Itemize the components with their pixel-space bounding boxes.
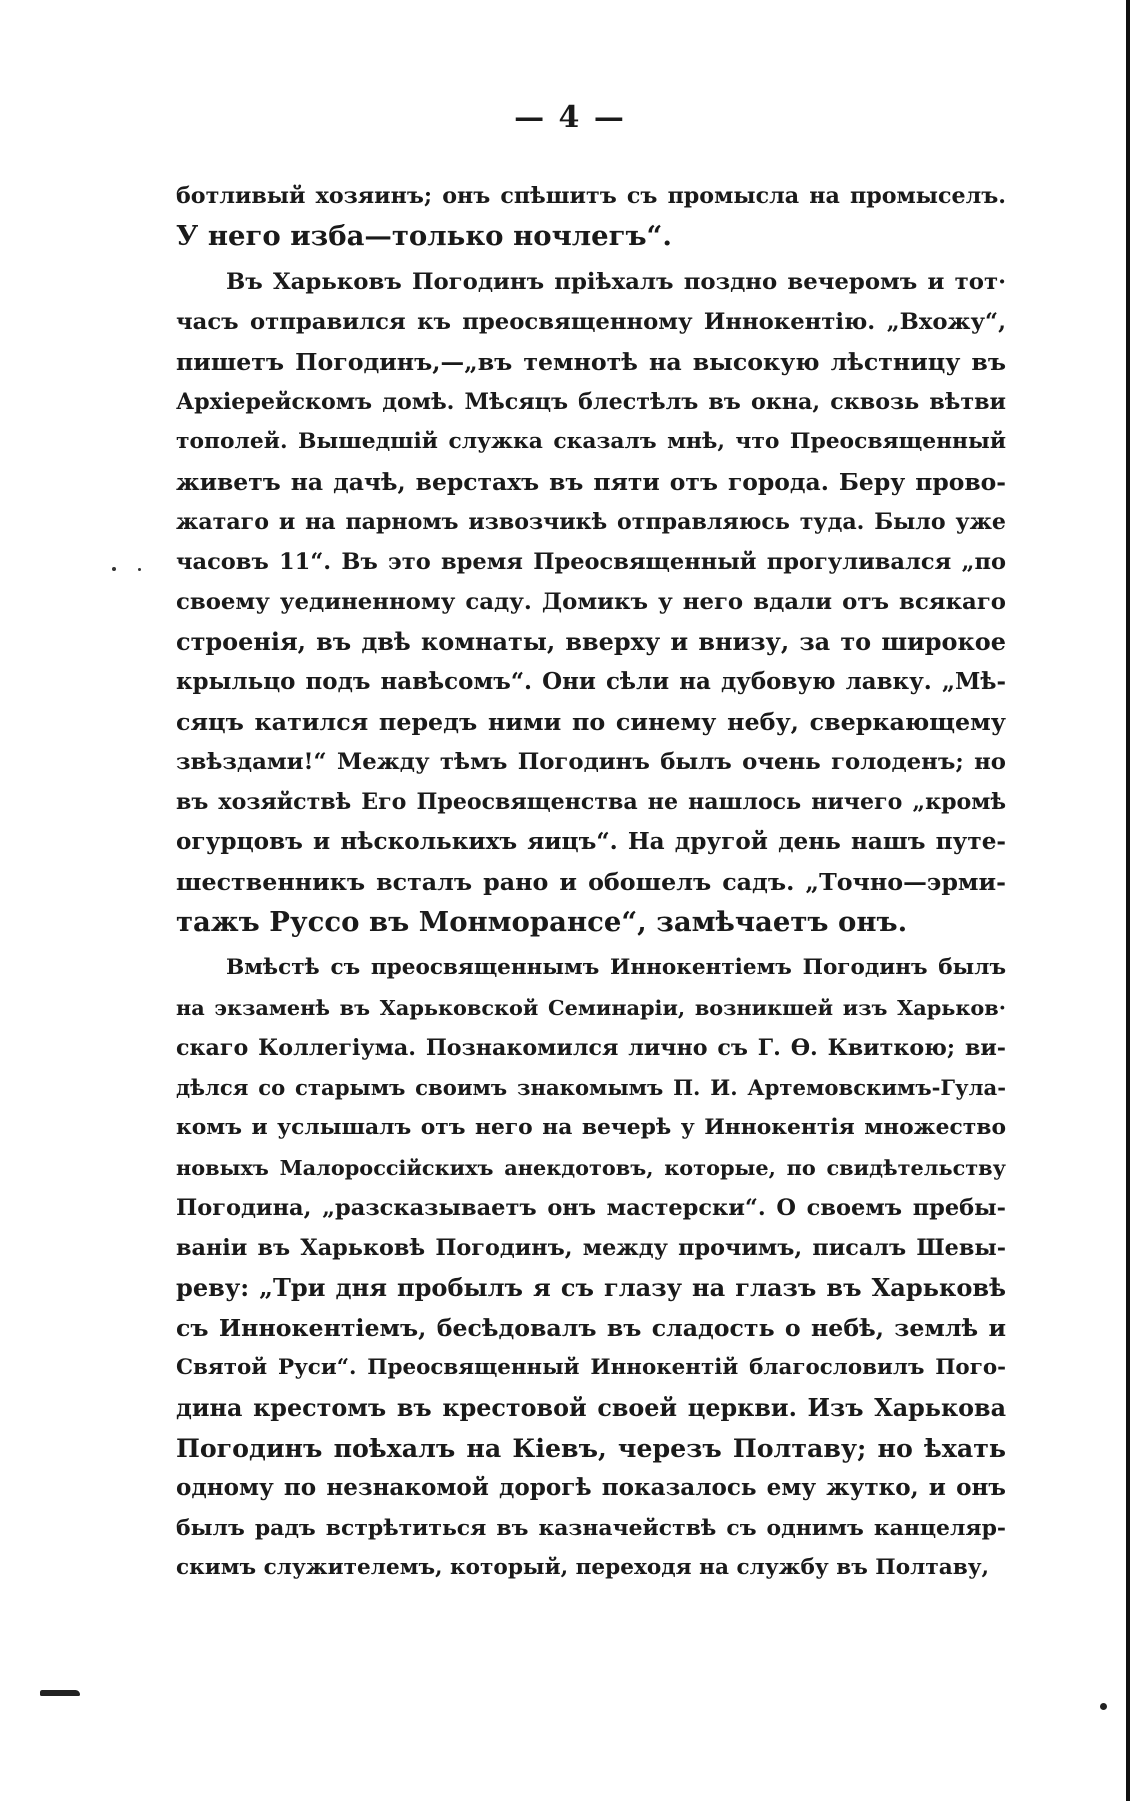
binding-edge — [1126, 0, 1130, 1801]
text-line: пишетъ Погодинъ,—„въ темнотѣ на высокую лѣстницу въ — [176, 348, 1006, 376]
text-line: скаго Коллегіума. Познакомился лично съ Г. Ѳ. Квиткою; ви- — [176, 1035, 1006, 1061]
text-line: Въ Харьковъ Погодинъ пріѣхалъ поздно вечеромъ и тот· — [226, 269, 1006, 295]
text-line: тополей. Вышедшій служка сказалъ мнѣ, что Преосвященный — [176, 429, 1006, 454]
text-line: часовъ 11“. Въ это время Преосвященный прогуливался „по — [176, 549, 1006, 575]
text-line: на экзаменѣ въ Харьковской Семинаріи, возникшей изъ Харьков· — [176, 995, 1006, 1020]
text-line: строенія, въ двѣ комнаты, вверху и внизу, за то широкое — [176, 628, 1006, 656]
text-line: часъ отправился къ преосвященному Иннокентію. „Вхожу“, — [176, 309, 1006, 335]
paragraph — [176, 262, 1006, 942]
text-line: Святой Руси“. Преосвященный Иннокентій благословилъ Пого- — [176, 1355, 1006, 1380]
margin-speck — [138, 568, 141, 571]
text-line: дина крестомъ въ крестовой своей церкви. Изъ Харькова — [176, 1394, 1006, 1422]
text-line: ботливый хозяинъ; онъ спѣшитъ съ промысла на промыселъ. — [176, 183, 1006, 209]
text-line: У него изба—только ночлегъ“. — [176, 220, 672, 252]
text-line: Погодина, „разсказываетъ онъ мастерски“. О своемъ пребы- — [176, 1195, 1006, 1221]
ink-smudge — [40, 1690, 80, 1696]
text-line: былъ радъ встрѣтиться въ казначействѣ съ однимъ канцеляр- — [176, 1515, 1006, 1541]
page-number: — 4 — — [514, 100, 626, 135]
text-line: тажъ Руссо въ Монморансе“, замѣчаетъ онъ. — [176, 906, 908, 938]
text-line: Погодинъ поѣхалъ на Кіевъ, черезъ Полтаву; но ѣхать — [176, 1433, 1006, 1463]
text-line: новыхъ Малороссійскихъ анекдотовъ, которые, по свидѣтельству — [176, 1155, 1006, 1180]
text-line: одному по незнакомой дорогѣ показалось ему жутко, и онъ — [176, 1474, 1006, 1501]
margin-speck — [112, 567, 116, 571]
text-line: комъ и услышалъ отъ него на вечерѣ у Иннокентія множество — [176, 1115, 1006, 1140]
text-line: ваніи въ Харьковѣ Погодинъ, между прочимъ, писалъ Шевы- — [176, 1235, 1006, 1261]
text-line: въ хозяйствѣ Его Преосвященства не нашлось ничего „кромѣ — [176, 789, 1006, 815]
text-line: сяцъ катился передъ ними по синему небу, сверкающему — [176, 708, 1006, 736]
text-line: жатаго и на парномъ извозчикѣ отправляюсь туда. Было уже — [176, 509, 1006, 535]
text-line: Архіерейскомъ домѣ. Мѣсяцъ блестѣлъ въ окна, сквозь вѣтви — [176, 389, 1006, 415]
text-line: крыльцо подъ навѣсомъ“. Они сѣли на дубовую лавку. „Мѣ- — [176, 668, 1006, 695]
paragraph — [176, 948, 1006, 1588]
text-line: реву: „Три дня пробылъ я съ глазу на глазъ въ Харьковѣ — [176, 1273, 1006, 1302]
text-line: шественникъ всталъ рано и обошелъ садъ. „Точно—эрми- — [176, 868, 1006, 896]
text-line: своему уединенному саду. Домикъ у него вдали отъ всякаго — [176, 589, 1006, 615]
ink-dot — [1100, 1703, 1107, 1710]
text-line: огурцовъ и нѣсколькихъ яицъ“. На другой день нашъ путе- — [176, 828, 1006, 855]
text-line: съ Иннокентіемъ, бесѣдовалъ въ сладость о небѣ, землѣ и — [176, 1314, 1006, 1342]
paragraph — [176, 176, 1006, 256]
text-line: скимъ служителемъ, который, переходя на службу въ Полтаву, — [176, 1555, 990, 1580]
text-line: дѣлся со старымъ своимъ знакомымъ П. И. Артемовскимъ-Гула- — [176, 1075, 1006, 1100]
text-line: звѣздами!“ Между тѣмъ Погодинъ былъ очень голоденъ; но — [176, 749, 1006, 775]
text-line: Вмѣстѣ съ преосвященнымъ Иннокентіемъ Погодинъ былъ — [226, 955, 1006, 980]
text-line: живетъ на дачѣ, верстахъ въ пяти отъ города. Беру прово- — [176, 468, 1006, 496]
body-text — [176, 176, 1006, 1588]
